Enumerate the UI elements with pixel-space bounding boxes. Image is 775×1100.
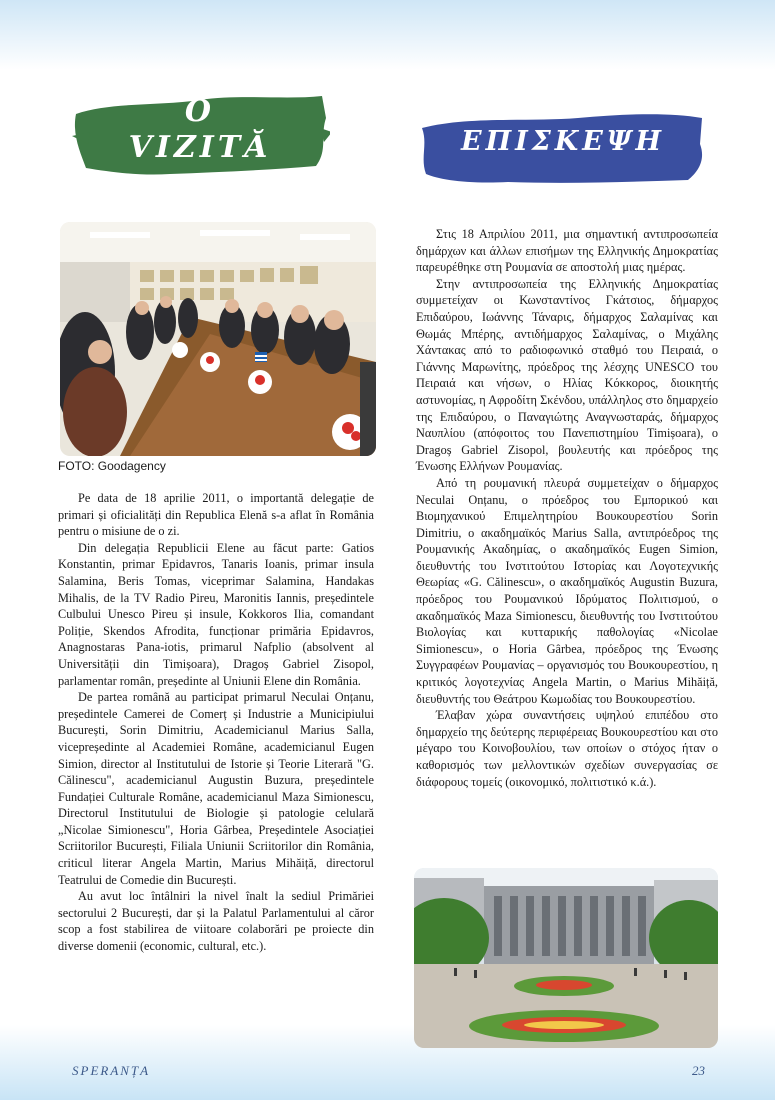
title-ro-line1: O bbox=[184, 94, 216, 129]
title-ro-line2: VIZITĂ bbox=[128, 130, 272, 165]
ro-paragraph: Pe data de 18 aprilie 2011, o importantă delegație de primari și oficialități din Republica Elenă s-a aflat în România pentru o misiune de o zi. bbox=[58, 491, 374, 539]
el-paragraph: Έλαβαν χώρα συναντήσεις υψηλού επιπέδου στο δημαρχείο της δεύτερης περιφέρειας Βουκουρεστίου και στο μέγαρο του Κοινοβουλίου, των οποίων ο στόχος ήταν ο καθορισμός των μελλοντικών σχεδίων συνεργασίας σε διάφορους τομείς (οικονομικό, πολιτιστικό κ.ά.). bbox=[416, 708, 718, 789]
el-paragraph: Στην αντιπροσωπεία της Ελληνικής Δημοκρατίας συμμετείχαν οι Κωνσταντίνος Γκάτσιος, δήμαρχος Επιδαύρου, Ιωάννης Τάναρις, δήμαρχος Σαλαμίνας και Θωμάς Μπέρης, αντιδήμαρχος Σαλαμίνας, ο Μιχάλης Χάντακας από το ραδιοφωνικό σταθμό του Πειραιά, ο Γιάννης Μαρωνίτης, πρόεδρος της λέσχης UNESCO του Πειραιά και νήσων, ο Ηλίας Κόκκορος, διοικητής αστυνομίας, η Αφροδίτη Σκένδου, υπάλληλος στο δημαρχείο της Επιδαύρου, ο Παναγιώτης Αναγνωσταράς, δήμαρχος Ναυπλίου (απόφοιτος του Πανεπιστημίου Timișoara), ο Dragoș Gabriel Zisopol, βουλευτής και πρόεδρος της Ένωσης Ελλήνων Ρουμανίας. bbox=[416, 276, 718, 474]
title-el bbox=[418, 108, 708, 188]
el-paragraph: Από τη ρουμανική πλευρά συμμετείχαν ο δήμαρχος Neculai Onțanu, ο πρόεδρος του Εμπορικού και Βιομηχανικού Επιμελητηρίου Βουκουρεστίου Sorin Dimitriu, ο ακαδημαϊκός Marius Salla, αντιπρόεδρος της Ρουμανικής Ακαδημίας, ο ακαδημαϊκός Eugen Simion, διευθυντής του Ινστιτούτου Ιστορίας και Λογοτεχνικής Θεωρίας «G. Călinescu», ο ακαδημαϊκός Augustin Buzura, πρόεδρος του Ρουμανικού Ιδρύματος Πολιτισμού, ο ακαδημαϊκός Maza Simionescu, διευθυντής του Ινστιτούτου Βιολογίας και κυτταρικής παθολογίας «Nicolae Simionescu», ο Horia Gârbea, πρόεδρος της Ένωσης Συγγραφέων Ρουμανίας – οργανισμός του Βουκουρεστίου, η κριτικός λογοτεχνίας Angela Martin, ο Marius Mihăiță, διευθυντής του Θεάτρου Κωμωδίας του Βουκουρεστίου. bbox=[416, 475, 718, 706]
building-photo bbox=[414, 868, 718, 1048]
el-paragraph: Στις 18 Απριλίου 2011, μια σημαντική αντιπροσωπεία δημάρχων και άλλων επισήμων της Ελληνικής Δημοκρατίας παρευρέθηκε στη Ρουμανία σε αποστολή μιας ημέρας. bbox=[416, 227, 718, 275]
ro-paragraph: Au avut loc întâlniri la nivel înalt la sediul Primăriei sectorului 2 București, dar și la Palatul Parlamentului al căror scop a fost stabilirea de viitoare colaborări pe proiecte din diverse domenii (economic, cultural, etc.). bbox=[58, 889, 374, 954]
title-el-text: ΕΠΙΣΚΕΨΗ bbox=[460, 126, 666, 157]
magazine-name: SPERANȚA bbox=[72, 1063, 151, 1078]
meeting-photo bbox=[60, 222, 376, 456]
page-number: 23 bbox=[692, 1063, 705, 1078]
title-ro bbox=[70, 88, 330, 178]
greek-text-column bbox=[416, 226, 718, 790]
ro-paragraph: De partea română au participat primarul Neculai Onțanu, președintele Camerei de Comerț și Industrie a Municipiului București, Sorin Dimitriu, Academicianul Marius Salla, vicepreședinte al Academiei Române, academicianul Eugen Simion, director al Institutului de Istorie și Teorie Literară "G. Călinescu", academicianul Augustin Buzura, președintele Fundației Culturale Române, academicianul Maza Simionescu, Directorul Institutului de Biologie și patologie celulară „Nicolae Simionescu", Horia Gârbea, Președintele Asociației Scriitorilor București, Filiala Uniunii Scriitorilor din România, criticul literar Angela Martin, Marius Mihăiță, directorul Teatrului de Comedie din București. bbox=[58, 690, 374, 887]
ro-paragraph: Din delegația Republicii Elene au făcut parte: Gatios Konstantin, primar Epidavros, Tanaris Ioanis, primar insula Salamina, Beris Tomas, viceprimar Salamina, Handakas Mihalis, de la TV Radio Pireu, Maronitis Iannis, președintele Culbului Unesco Pireu și insule, Kokkoros Ilia, comandant Poliție, Skendos Afrodita, funcționar primăria Epidavros, Anagnostaras Pana-iotis, primarul Nafplio (absolvent al Universității din Timișoara), Dragoș Gabriel Zisopol, parlamentar român, președinte al Uniunii Elene din România. bbox=[58, 540, 374, 688]
romanian-text-column bbox=[58, 490, 374, 955]
top-gradient-band bbox=[0, 0, 775, 70]
photo-caption: FOTO: Goodagency bbox=[58, 459, 166, 473]
